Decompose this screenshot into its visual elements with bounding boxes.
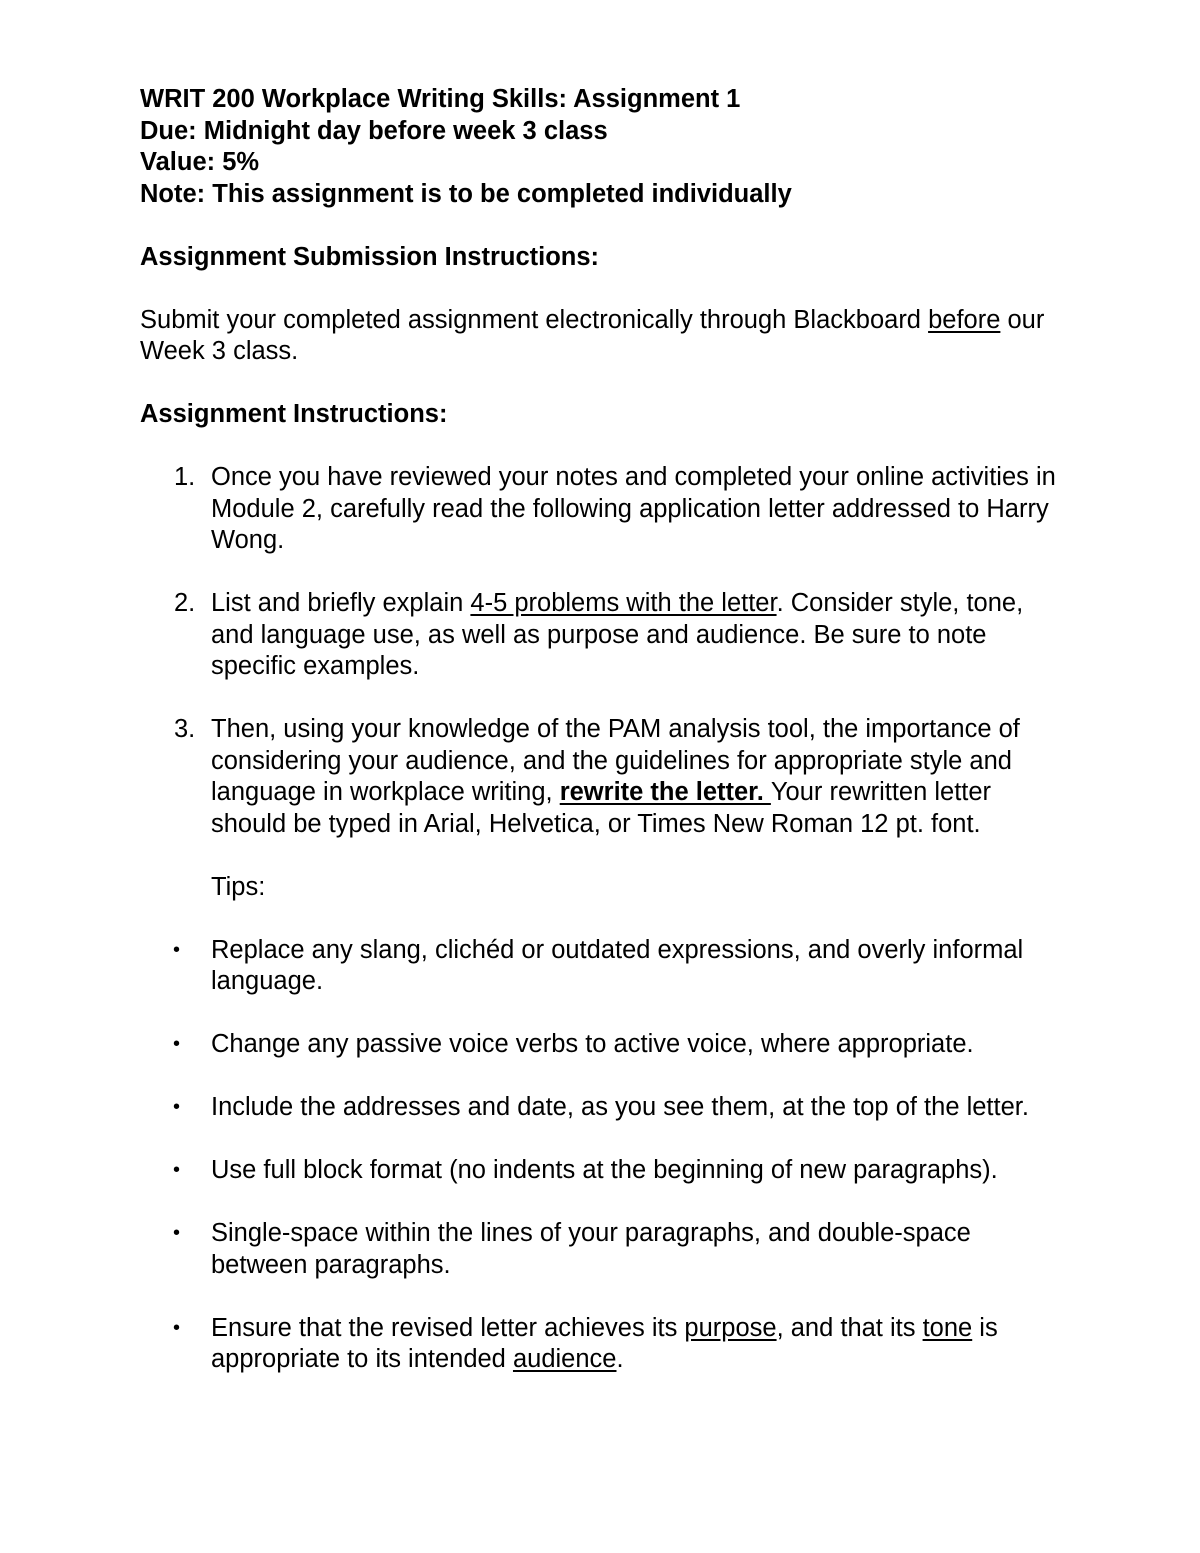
submission-text-b: our Week 3 class. [140,305,1045,365]
submission-heading: Assignment Submission Instructions: [140,242,600,271]
instruction-step-3 [140,714,1060,1376]
submission-text [140,305,1060,368]
step-2-text-b: . Consider style, tone, and language use, as well as purpose and audience. Be sure to note specific examples. [211,589,1024,680]
tip-item [140,1218,1060,1281]
tip-1-text: Replace any slang, clichéd or outdated expressions, and overly informal language. [211,935,1024,995]
bullet-icon: • [173,1096,181,1118]
instruction-steps [140,462,1060,1376]
step-3-rewrite: rewrite the letter. [559,778,771,806]
submission-text-a: Submit your completed assignment electronically through Blackboard [140,305,929,334]
assignment-value: Value: 5% [140,148,260,176]
assignment-title: WRIT 200 Workplace Writing Skills: Assignment 1 [140,85,741,113]
tip-6-purpose: purpose [684,1313,777,1342]
tip-6-tone: tone [922,1313,973,1342]
tip-5-text: Single-space within the lines of your paragraphs, and double-space between paragraphs. [211,1219,971,1279]
document-content [140,84,1060,1407]
tips-label: Tips: [211,872,266,901]
step-3-text-b: Your rewritten letter should be typed in Arial, Helvetica, or Times New Roman 12 pt. font. [211,778,992,838]
bullet-icon: • [173,1222,181,1244]
instructions-heading: Assignment Instructions: [140,400,448,428]
tip-2-text: Change any passive voice verbs to active voice, where appropriate. [211,1030,974,1058]
tips-list [140,935,1060,1376]
step-2-problems: 4-5 problems with the letter [470,589,777,617]
bullet-icon: • [173,1316,181,1339]
tip-6-audience: audience [512,1345,617,1373]
tip-4-text: Use full block format (no indents at the beginning of new paragraphs). [211,1156,998,1184]
tip-item [140,1313,1060,1376]
tip-6-text-d: . [616,1345,624,1373]
tip-item [140,1092,1060,1124]
assignment-note: Note: This assignment is to be completed individually [140,179,792,208]
tip-3-text: Include the addresses and date, as you see them, at the top of the letter. [211,1093,1029,1121]
step-3-text-a: Then, using your knowledge of the PAM analysis tool, the importance of considering your audience, and the guidelines for appropriate style and language in workplace writing, [211,715,1020,806]
instruction-step-1 [140,462,1060,557]
tip-6-text-c: is appropriate to its intended [211,1313,998,1373]
bullet-icon: • [173,1033,181,1055]
step-3-number: 3. [174,715,196,743]
tip-6-text-b: , and that its [776,1313,923,1342]
due-date: Due: Midnight day before week 3 class [140,116,608,145]
tip-6-text-a: Ensure that the revised letter achieves its [211,1313,685,1342]
bullet-icon: • [173,1159,181,1181]
instruction-step-2 [140,588,1060,683]
tip-item [140,1029,1060,1061]
step-2-text-a: List and briefly explain [211,589,471,617]
submission-before: before [928,305,1001,334]
tip-item [140,935,1060,998]
step-1-text: Once you have reviewed your notes and completed your online activities in Module 2, carefully read the following application letter addressed to Harry Wong. [211,463,1056,554]
bullet-icon: • [173,938,181,961]
step-1-number: 1. [174,463,196,491]
step-2-number: 2. [174,589,196,617]
tip-item [140,1155,1060,1187]
